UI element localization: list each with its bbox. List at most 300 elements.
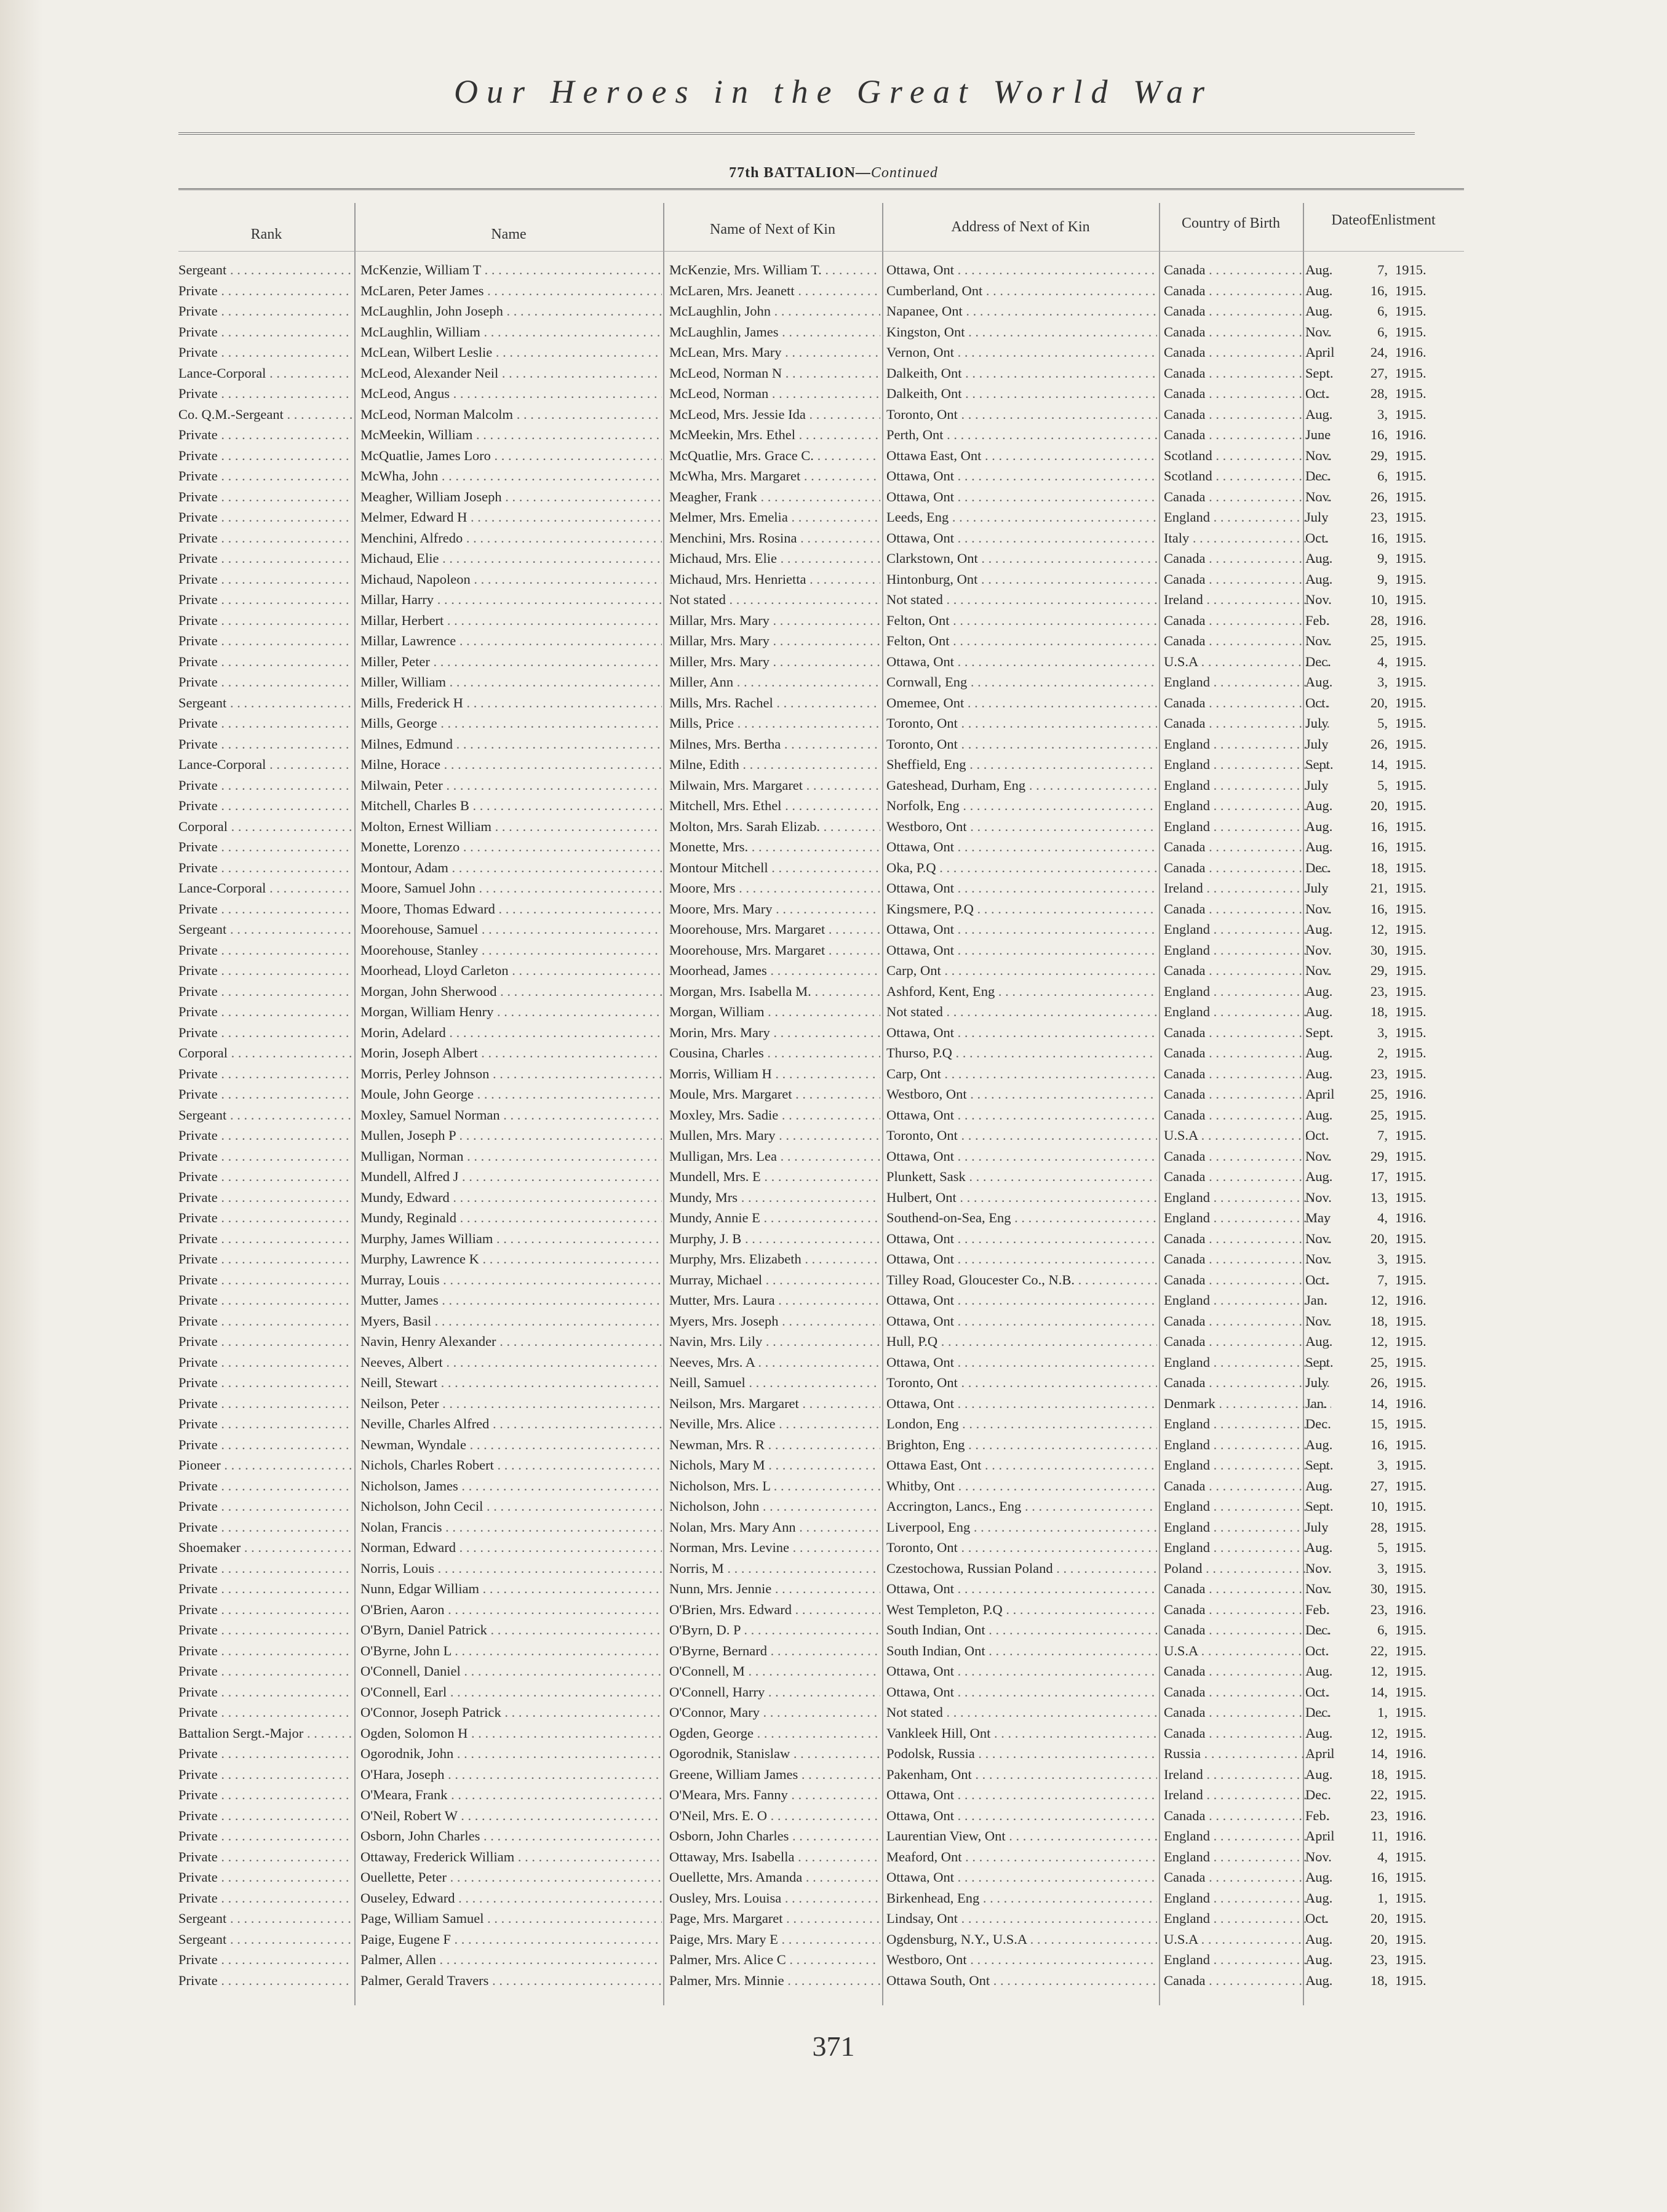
- address-cell: Toronto, Ont . . .: [886, 1125, 1157, 1145]
- enlistment-day-cell: 29,: [1370, 963, 1388, 978]
- enlistment-year-cell: 1915.: [1395, 1972, 1426, 1988]
- country-of-birth-cell: Canada . . .: [1164, 363, 1331, 383]
- rank-cell: Private . . .: [178, 424, 352, 445]
- enlistment-month-cell: Sept.: [1305, 365, 1334, 381]
- battalion-heading: [0, 165, 1667, 181]
- enlistment-day-cell: 4,: [1377, 653, 1388, 669]
- enlistment-month-cell: Aug.: [1305, 1540, 1333, 1555]
- address-cell: Laurentian View, Ont . . .: [886, 1826, 1157, 1846]
- enlistment-month-cell: Sept.: [1305, 757, 1334, 772]
- enlistment-year-cell: 1915.: [1395, 1107, 1426, 1123]
- enlistment-year-cell: 1915.: [1395, 777, 1426, 793]
- enlistment-month-cell: Oct.: [1305, 1271, 1329, 1287]
- enlistment-month-cell: Nov.: [1305, 1560, 1332, 1576]
- next-of-kin-cell: Myers, Mrs. Joseph . . .: [669, 1311, 880, 1331]
- enlistment-year-cell: 1915.: [1395, 880, 1426, 896]
- next-of-kin-cell: Mundy, Annie E . . .: [669, 1207, 880, 1228]
- name-cell: Montour, Adam . . .: [360, 857, 662, 878]
- address-cell: Toronto, Ont . . .: [886, 1537, 1157, 1558]
- table-row: [0, 528, 1667, 549]
- table-row: [0, 878, 1667, 899]
- enlistment-year-cell: 1915.: [1395, 1004, 1426, 1019]
- enlistment-day-cell: 20,: [1370, 694, 1388, 710]
- address-cell: Westboro, Ont . . .: [886, 1949, 1157, 1970]
- address-cell: Ottawa, Ont . . .: [886, 651, 1157, 672]
- name-cell: McLaughlin, William . . .: [360, 322, 662, 342]
- country-of-birth-cell: Poland . . .: [1164, 1558, 1331, 1578]
- rank-cell: Private . . .: [178, 1805, 352, 1826]
- country-of-birth-cell: England . . .: [1164, 981, 1331, 1001]
- table-row: [0, 507, 1667, 528]
- address-cell: Ottawa, Ont . . .: [886, 260, 1157, 280]
- table-row: [0, 1105, 1667, 1126]
- table-row: [0, 672, 1667, 693]
- enlistment-year-cell: 1915.: [1395, 1128, 1426, 1143]
- enlistment-year-cell: 1915.: [1395, 406, 1426, 422]
- table-row: [0, 1476, 1667, 1497]
- address-cell: Whitby, Ont . . .: [886, 1476, 1157, 1496]
- rank-cell: Private . . .: [178, 383, 352, 404]
- table-row: [0, 1146, 1667, 1167]
- rank-cell: Private . . .: [178, 1352, 352, 1372]
- table-row: [0, 1970, 1667, 1991]
- address-cell: Ottawa, Ont . . .: [886, 1661, 1157, 1681]
- table-row: [0, 1888, 1667, 1909]
- enlistment-month-cell: Sept.: [1305, 1498, 1334, 1514]
- enlistment-month-cell: Nov.: [1305, 488, 1332, 504]
- next-of-kin-cell: Milnes, Mrs. Bertha . . .: [669, 734, 880, 754]
- enlistment-year-cell: 1915.: [1395, 1498, 1426, 1514]
- rank-cell: Sergeant . . .: [178, 693, 352, 713]
- name-cell: McWha, John . . .: [360, 466, 662, 486]
- enlistment-year-cell: 1916.: [1395, 1807, 1426, 1823]
- table-row: [0, 1517, 1667, 1538]
- next-of-kin-cell: Moorehouse, Mrs. Margaret . . .: [669, 919, 880, 939]
- name-cell: Milwain, Peter . . .: [360, 775, 662, 795]
- table-row: [0, 1929, 1667, 1950]
- address-cell: Podolsk, Russia . . .: [886, 1743, 1157, 1764]
- enlistment-month-cell: Nov.: [1305, 942, 1332, 958]
- address-cell: Accrington, Lancs., Eng . . .: [886, 1496, 1157, 1516]
- country-of-birth-cell: Denmark . . .: [1164, 1393, 1331, 1414]
- country-of-birth-cell: Canada . . .: [1164, 404, 1331, 424]
- name-cell: McLeod, Angus . . .: [360, 383, 662, 404]
- table-row: [0, 363, 1667, 384]
- next-of-kin-cell: Neville, Mrs. Alice . . .: [669, 1414, 880, 1434]
- enlistment-day-cell: 16,: [1370, 1436, 1388, 1452]
- rank-cell: Pioneer . . .: [178, 1455, 352, 1475]
- column-header-rank: Rank: [250, 226, 282, 242]
- table-row: [0, 1826, 1667, 1847]
- country-of-birth-cell: Canada . . .: [1164, 1249, 1331, 1269]
- table-row: [0, 1455, 1667, 1476]
- next-of-kin-cell: Michaud, Mrs. Elie . . .: [669, 548, 880, 568]
- next-of-kin-cell: Moule, Mrs. Margaret . . .: [669, 1084, 880, 1104]
- enlistment-month-cell: July: [1305, 880, 1329, 896]
- country-of-birth-cell: Canada . . .: [1164, 1084, 1331, 1104]
- enlistment-year-cell: 1915.: [1395, 1045, 1426, 1060]
- table-row: [0, 1620, 1667, 1641]
- country-of-birth-cell: Canada . . .: [1164, 383, 1331, 404]
- enlistment-year-cell: 1915.: [1395, 921, 1426, 937]
- next-of-kin-cell: Morgan, William . . .: [669, 1001, 880, 1022]
- enlistment-month-cell: Aug.: [1305, 818, 1333, 834]
- table-row: [0, 1743, 1667, 1764]
- name-cell: McQuatlie, James Loro . . .: [360, 445, 662, 466]
- name-cell: Morgan, John Sherwood . . .: [360, 981, 662, 1001]
- next-of-kin-cell: Greene, William James . . .: [669, 1764, 880, 1784]
- rank-cell: Private . . .: [178, 610, 352, 631]
- address-cell: Toronto, Ont . . .: [886, 713, 1157, 733]
- next-of-kin-cell: Miller, Ann . . .: [669, 672, 880, 692]
- table-row: [0, 280, 1667, 301]
- enlistment-year-cell: 1915.: [1395, 1890, 1426, 1906]
- country-of-birth-cell: Canada . . .: [1164, 280, 1331, 301]
- table-row: [0, 1228, 1667, 1249]
- enlistment-year-cell: 1915.: [1395, 1024, 1426, 1040]
- rank-cell: Battalion Sergt.-Major . . .: [178, 1723, 352, 1743]
- enlistment-year-cell: 1916.: [1395, 1746, 1426, 1761]
- next-of-kin-cell: Meagher, Frank . . .: [669, 487, 880, 507]
- address-cell: Dalkeith, Ont . . .: [886, 363, 1157, 383]
- page-number: 371: [812, 2031, 855, 2062]
- rank-cell: Private . . .: [178, 734, 352, 754]
- table-row: [0, 445, 1667, 466]
- country-of-birth-cell: England . . .: [1164, 1001, 1331, 1022]
- rank-cell: Private . . .: [178, 1826, 352, 1846]
- next-of-kin-cell: McLean, Mrs. Mary . . .: [669, 342, 880, 362]
- enlistment-month-cell: Nov.: [1305, 1189, 1332, 1205]
- table-row: [0, 1682, 1667, 1703]
- country-of-birth-cell: Canada . . .: [1164, 1043, 1331, 1063]
- enlistment-year-cell: 1915.: [1395, 303, 1426, 319]
- name-cell: McKenzie, William T . . .: [360, 260, 662, 280]
- country-of-birth-cell: England . . .: [1164, 1517, 1331, 1537]
- enlistment-month-cell: Nov.: [1305, 1581, 1332, 1596]
- enlistment-day-cell: 27,: [1370, 365, 1388, 381]
- rank-cell: Private . . .: [178, 1702, 352, 1722]
- country-of-birth-cell: U.S.A . . .: [1164, 651, 1331, 672]
- enlistment-year-cell: 1915.: [1395, 447, 1426, 463]
- enlistment-month-cell: Aug.: [1305, 1478, 1333, 1494]
- rank-cell: Private . . .: [178, 981, 352, 1001]
- enlistment-year-cell: 1915.: [1395, 901, 1426, 917]
- rank-cell: Private . . .: [178, 1290, 352, 1310]
- next-of-kin-cell: Osborn, John Charles . . .: [669, 1826, 880, 1846]
- country-of-birth-cell: Canada . . .: [1164, 260, 1331, 280]
- address-cell: Ottawa, Ont . . .: [886, 1311, 1157, 1331]
- enlistment-year-cell: 1915.: [1395, 1684, 1426, 1700]
- country-of-birth-cell: England . . .: [1164, 1187, 1331, 1207]
- address-cell: Ottawa, Ont . . .: [886, 1784, 1157, 1805]
- enlistment-day-cell: 2,: [1377, 1045, 1388, 1060]
- enlistment-month-cell: Aug.: [1305, 1436, 1333, 1452]
- address-cell: Czestochowa, Russian Poland . . .: [886, 1558, 1157, 1578]
- next-of-kin-cell: Page, Mrs. Margaret . . .: [669, 1908, 880, 1928]
- next-of-kin-cell: Mutter, Mrs. Laura . . .: [669, 1290, 880, 1310]
- name-cell: Millar, Herbert . . .: [360, 610, 662, 631]
- enlistment-day-cell: 20,: [1370, 1911, 1388, 1926]
- enlistment-year-cell: 1916.: [1395, 344, 1426, 360]
- enlistment-month-cell: Dec.: [1305, 1787, 1331, 1802]
- rank-cell: Private . . .: [178, 1764, 352, 1784]
- enlistment-year-cell: 1915.: [1395, 1436, 1426, 1452]
- enlistment-day-cell: 23,: [1370, 1952, 1388, 1967]
- enlistment-day-cell: 14,: [1370, 1746, 1388, 1761]
- enlistment-day-cell: 25,: [1370, 1086, 1388, 1102]
- running-title: Our Heroes in the Great World War: [453, 73, 1213, 110]
- name-cell: Newman, Wyndale . . .: [360, 1434, 662, 1455]
- table-row: [0, 693, 1667, 714]
- enlistment-day-cell: 23,: [1370, 1807, 1388, 1823]
- enlistment-month-cell: Aug.: [1305, 1972, 1333, 1988]
- enlistment-month-cell: Aug.: [1305, 282, 1333, 298]
- next-of-kin-cell: Moore, Mrs . . .: [669, 878, 880, 898]
- name-cell: Neilson, Peter . . .: [360, 1393, 662, 1414]
- rank-cell: Private . . .: [178, 651, 352, 672]
- rank-cell: Private . . .: [178, 1166, 352, 1187]
- next-of-kin-cell: Menchini, Mrs. Rosina . . .: [669, 528, 880, 548]
- rank-cell: Private . . .: [178, 1496, 352, 1516]
- name-cell: Moorehouse, Stanley . . .: [360, 940, 662, 960]
- country-of-birth-cell: England . . .: [1164, 1352, 1331, 1372]
- enlistment-month-cell: Jan.: [1305, 1395, 1327, 1411]
- name-cell: O'Hara, Joseph . . .: [360, 1764, 662, 1784]
- enlistment-month-cell: Oct.: [1305, 1642, 1329, 1658]
- name-cell: Myers, Basil . . .: [360, 1311, 662, 1331]
- address-cell: Vernon, Ont . . .: [886, 342, 1157, 362]
- enlistment-year-cell: 1916.: [1395, 1601, 1426, 1617]
- address-cell: Felton, Ont . . .: [886, 610, 1157, 631]
- next-of-kin-cell: McLeod, Norman N . . .: [669, 363, 880, 383]
- name-cell: O'Byrne, John L . . .: [360, 1641, 662, 1661]
- address-cell: Ottawa, Ont . . .: [886, 1146, 1157, 1166]
- address-cell: Ottawa, Ont . . .: [886, 878, 1157, 898]
- address-cell: Birkenhead, Eng . . .: [886, 1888, 1157, 1908]
- address-cell: Meaford, Ont . . .: [886, 1847, 1157, 1867]
- enlistment-month-cell: Aug.: [1305, 551, 1333, 566]
- address-cell: Clarkstown, Ont . . .: [886, 548, 1157, 568]
- table-row: [0, 1805, 1667, 1826]
- name-cell: Mutter, James . . .: [360, 1290, 662, 1310]
- enlistment-day-cell: 5,: [1377, 777, 1388, 793]
- table-row: [0, 1001, 1667, 1022]
- name-cell: Mills, Frederick H . . .: [360, 693, 662, 713]
- name-cell: Neill, Stewart . . .: [360, 1372, 662, 1393]
- country-of-birth-cell: England . . .: [1164, 507, 1331, 527]
- next-of-kin-cell: Mills, Mrs. Rachel . . .: [669, 693, 880, 713]
- rank-cell: Private . . .: [178, 1784, 352, 1805]
- rank-cell: Private . . .: [178, 301, 352, 321]
- country-of-birth-cell: Canada . . .: [1164, 837, 1331, 857]
- country-of-birth-cell: England . . .: [1164, 754, 1331, 774]
- table-row: [0, 651, 1667, 672]
- rank-cell: Private . . .: [178, 1847, 352, 1867]
- name-cell: McMeekin, William . . .: [360, 424, 662, 445]
- header-rule: [178, 251, 1464, 252]
- enlistment-month-cell: Aug.: [1305, 1890, 1333, 1906]
- name-cell: Michaud, Napoleon . . .: [360, 569, 662, 589]
- enlistment-year-cell: 1915.: [1395, 1869, 1426, 1885]
- enlistment-day-cell: 3,: [1377, 1457, 1388, 1473]
- enlistment-year-cell: 1916.: [1395, 1086, 1426, 1102]
- table-row: [0, 1270, 1667, 1291]
- enlistment-year-cell: 1915.: [1395, 757, 1426, 772]
- rank-cell: Private . . .: [178, 1517, 352, 1537]
- country-of-birth-cell: Canada . . .: [1164, 1805, 1331, 1826]
- enlistment-year-cell: 1915.: [1395, 1519, 1426, 1535]
- enlistment-year-cell: 1916.: [1395, 1395, 1426, 1411]
- address-cell: Pakenham, Ont . . .: [886, 1764, 1157, 1784]
- rank-cell: Private . . .: [178, 507, 352, 527]
- country-of-birth-cell: Canada . . .: [1164, 1372, 1331, 1393]
- enlistment-day-cell: 23,: [1370, 509, 1388, 525]
- enlistment-month-cell: Jan.: [1305, 1292, 1327, 1308]
- name-cell: Morgan, William Henry . . .: [360, 1001, 662, 1022]
- next-of-kin-cell: Ousley, Mrs. Louisa . . .: [669, 1888, 880, 1908]
- address-cell: South Indian, Ont . . .: [886, 1641, 1157, 1661]
- table-row: [0, 1908, 1667, 1929]
- enlistment-year-cell: 1915.: [1395, 1766, 1426, 1782]
- rank-cell: Private . . .: [178, 1682, 352, 1702]
- name-cell: Neville, Charles Alfred . . .: [360, 1414, 662, 1434]
- table-row: [0, 404, 1667, 425]
- country-of-birth-cell: England . . .: [1164, 1434, 1331, 1455]
- enlistment-month-cell: Aug.: [1305, 1107, 1333, 1123]
- next-of-kin-cell: Mills, Price . . .: [669, 713, 880, 733]
- address-cell: Leeds, Eng . . .: [886, 507, 1157, 527]
- table-row: [0, 1352, 1667, 1373]
- enlistment-day-cell: 12,: [1370, 1334, 1388, 1349]
- enlistment-month-cell: Oct.: [1305, 1128, 1329, 1143]
- enlistment-month-cell: Aug.: [1305, 571, 1333, 587]
- name-cell: Norman, Edward . . .: [360, 1537, 662, 1558]
- address-cell: Ottawa, Ont . . .: [886, 1682, 1157, 1702]
- enlistment-day-cell: 4,: [1377, 1848, 1388, 1864]
- next-of-kin-cell: Nicholson, John . . .: [669, 1496, 880, 1516]
- country-of-birth-cell: Canada . . .: [1164, 322, 1331, 342]
- enlistment-year-cell: 1915.: [1395, 468, 1426, 483]
- address-cell: Ottawa, Ont . . .: [886, 1022, 1157, 1043]
- column-header-address: Address of Next of Kin: [951, 219, 1090, 235]
- enlistment-day-cell: 26,: [1370, 736, 1388, 752]
- enlistment-month-cell: April: [1305, 1828, 1335, 1844]
- enlistment-year-cell: 1915.: [1395, 1230, 1426, 1246]
- table-row: [0, 548, 1667, 569]
- rank-cell: Private . . .: [178, 1434, 352, 1455]
- name-cell: O'Connell, Daniel . . .: [360, 1661, 662, 1681]
- country-of-birth-cell: England . . .: [1164, 1537, 1331, 1558]
- enlistment-day-cell: 12,: [1370, 1663, 1388, 1679]
- enlistment-day-cell: 28,: [1370, 612, 1388, 628]
- enlistment-day-cell: 10,: [1370, 1498, 1388, 1514]
- country-of-birth-cell: Canada . . .: [1164, 1867, 1331, 1887]
- enlistment-month-cell: Aug.: [1305, 1952, 1333, 1967]
- next-of-kin-cell: McLeod, Mrs. Jessie Ida . . .: [669, 404, 880, 424]
- enlistment-year-cell: 1915.: [1395, 509, 1426, 525]
- address-cell: Not stated . . .: [886, 589, 1157, 610]
- enlistment-month-cell: Nov.: [1305, 1313, 1332, 1329]
- enlistment-year-cell: 1915.: [1395, 1540, 1426, 1555]
- enlistment-year-cell: 1915.: [1395, 571, 1426, 587]
- table-row: [0, 775, 1667, 796]
- table-row: [0, 899, 1667, 920]
- address-cell: Cornwall, Eng . . .: [886, 672, 1157, 692]
- enlistment-month-cell: Aug.: [1305, 1725, 1333, 1741]
- address-cell: Cumberland, Ont . . .: [886, 280, 1157, 301]
- table-row: [0, 1331, 1667, 1352]
- table-row: [0, 1784, 1667, 1805]
- address-cell: Not stated . . .: [886, 1001, 1157, 1022]
- address-cell: West Templeton, P.Q . . .: [886, 1599, 1157, 1620]
- enlistment-day-cell: 18,: [1370, 859, 1388, 875]
- next-of-kin-cell: Ogden, George . . .: [669, 1723, 880, 1743]
- enlistment-month-cell: Aug.: [1305, 1169, 1333, 1184]
- address-cell: Ottawa, Ont . . .: [886, 1393, 1157, 1414]
- rank-cell: Sergeant . . .: [178, 1105, 352, 1125]
- enlistment-year-cell: 1915.: [1395, 736, 1426, 752]
- enlistment-year-cell: 1915.: [1395, 1663, 1426, 1679]
- enlistment-day-cell: 16,: [1370, 818, 1388, 834]
- next-of-kin-cell: Paige, Mrs. Mary E . . .: [669, 1929, 880, 1949]
- enlistment-month-cell: April: [1305, 344, 1335, 360]
- enlistment-day-cell: 12,: [1370, 1292, 1388, 1308]
- next-of-kin-cell: Millar, Mrs. Mary . . .: [669, 631, 880, 651]
- table-row: [0, 795, 1667, 816]
- address-cell: South Indian, Ont . . .: [886, 1620, 1157, 1640]
- country-of-birth-cell: Scotland . . .: [1164, 466, 1331, 486]
- rank-cell: Private . . .: [178, 1661, 352, 1681]
- enlistment-day-cell: 1,: [1377, 1705, 1388, 1720]
- rank-cell: Lance-Corporal . . .: [178, 363, 352, 383]
- name-cell: Neeves, Albert . . .: [360, 1352, 662, 1372]
- next-of-kin-cell: Nolan, Mrs. Mary Ann . . .: [669, 1517, 880, 1537]
- next-of-kin-cell: Monette, Mrs. . . .: [669, 837, 880, 857]
- enlistment-day-cell: 27,: [1370, 1478, 1388, 1494]
- rank-cell: Private . . .: [178, 1970, 352, 1991]
- name-cell: Mills, George . . .: [360, 713, 662, 733]
- country-of-birth-cell: Canada . . .: [1164, 1311, 1331, 1331]
- enlistment-day-cell: 23,: [1370, 1065, 1388, 1081]
- address-cell: Thurso, P.Q . . .: [886, 1043, 1157, 1063]
- table-row: [0, 1661, 1667, 1682]
- enlistment-year-cell: 1915.: [1395, 282, 1426, 298]
- next-of-kin-cell: Mulligan, Mrs. Lea . . .: [669, 1146, 880, 1166]
- address-cell: Carp, Ont . . .: [886, 960, 1157, 981]
- next-of-kin-cell: Milne, Edith . . .: [669, 754, 880, 774]
- enlistment-year-cell: 1915.: [1395, 262, 1426, 277]
- enlistment-month-cell: Aug.: [1305, 1931, 1333, 1947]
- rank-cell: Private . . .: [178, 672, 352, 692]
- next-of-kin-cell: Molton, Mrs. Sarah Elizab. . . .: [669, 816, 880, 837]
- enlistment-month-cell: April: [1305, 1086, 1335, 1102]
- name-cell: Murray, Louis . . .: [360, 1270, 662, 1290]
- next-of-kin-cell: Michaud, Mrs. Henrietta . . .: [669, 569, 880, 589]
- rank-cell: Private . . .: [178, 1414, 352, 1434]
- address-cell: Tilley Road, Gloucester Co., N.B. . . .: [886, 1270, 1157, 1290]
- enlistment-month-cell: Dec.: [1305, 1622, 1331, 1637]
- next-of-kin-cell: McMeekin, Mrs. Ethel . . .: [669, 424, 880, 445]
- country-of-birth-cell: Canada . . .: [1164, 1970, 1331, 1991]
- table-row: [0, 713, 1667, 734]
- country-of-birth-cell: Ireland . . .: [1164, 878, 1331, 898]
- rank-cell: Private . . .: [178, 466, 352, 486]
- enlistment-year-cell: 1915.: [1395, 551, 1426, 566]
- name-cell: McLeod, Norman Malcolm . . .: [360, 404, 662, 424]
- name-cell: Morris, Perley Johnson . . .: [360, 1064, 662, 1084]
- enlistment-day-cell: 6,: [1377, 1622, 1388, 1637]
- next-of-kin-cell: Norman, Mrs. Levine . . .: [669, 1537, 880, 1558]
